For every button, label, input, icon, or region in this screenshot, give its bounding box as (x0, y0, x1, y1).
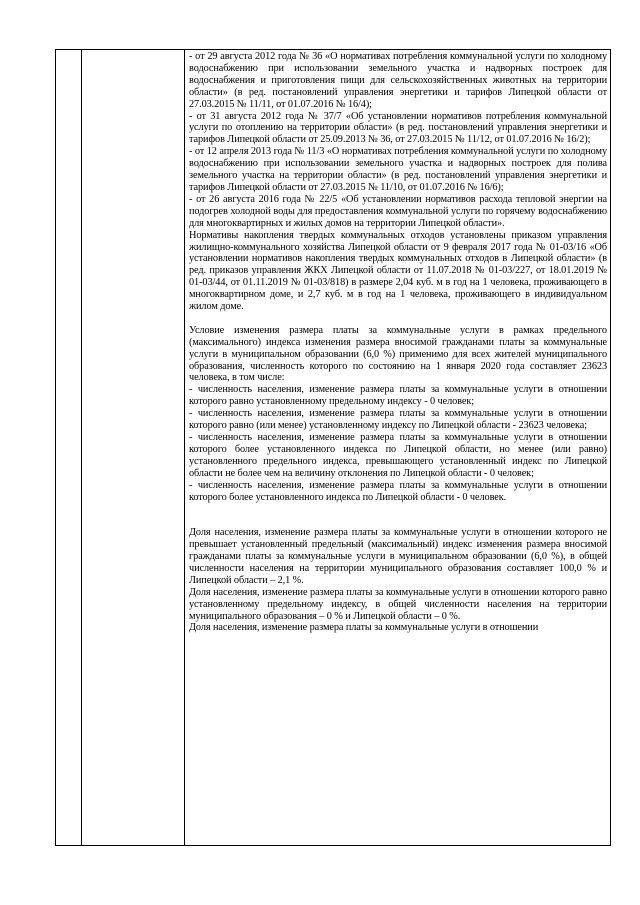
table-column-content (185, 50, 610, 845)
paragraph: - от 29 августа 2012 года № 36 «О нормативах потребления коммунальной услуги по холодному водоснабжению при использовании земельного участка и надворных построек для водоснабжения и приготовления пищи для сельскохозяйственных животных на территории области» (в ред. постановлений управления энергетики и тарифов Липецкой области от 27.03.2015 № 11/11, от 01.07.2016 № 16/4); (189, 51, 607, 110)
paragraph: Нормативы накопления твердых коммунальных отходов установлены приказом управления жилищно-коммунального хозяйства Липецкой области от 9 февраля 2017 года № 01-03/16 «Об установлении нормативов накопления твердых коммунальных отходов в Липецкой области» (в ред. приказов управления ЖКХ Липецкой области от 11.07.2018 № 01-03/227, от 18.01.2019 № 01-03/44, от 01.11.2019 № 01-03/818) в размере 2,04 куб. м в год на 1 человека, проживающего в многоквартирном доме, и 2,7 куб. м в год на 1 человека, проживающего в индивидуальном жилом доме. (189, 229, 607, 313)
paragraph: - численность населения, изменение размера платы за коммунальные услуги в отношении которого более установленного индекса по Липецкой области - 0 человек. (189, 479, 607, 503)
document-table (55, 49, 611, 846)
blank-line (189, 515, 607, 527)
paragraph: - от 12 апреля 2013 года № 11/3 «О нормативах потребления коммунальной услуги по холодному водоснабжению при использовании земельного участка и надворных построек для полива земельного участка на территории области» (в ред. постановлений управления энергетики и тарифов Липецкой области от 27.03.2015 № 11/10, от 01.07.2016 № 16/6); (189, 146, 607, 193)
paragraph: Доля населения, изменение размера платы за коммунальные услуги в отношении (189, 622, 539, 634)
paragraph: Условие изменения размера платы за коммунальные услуги в рамках предельного (максимального) индекса изменения размера вносимой гражданами платы за коммунальные услуги в муниципальном образовании (6,0 %) применимо для всех жителей муниципального образования, численность которого по состоянию на 1 января 2020 года составляет 23623 человека, в том числе: (189, 324, 607, 384)
table-column-number (56, 50, 82, 845)
paragraph: - численность населения, изменение размера платы за коммунальные услуги в отношении которого более установленного индекса по Липецкой области, но менее (или равно) установленного предельного индекса, превышающего установленный индекс по Липецкой области не более чем на величину отклонения по Липецкой области - 0 человек; (189, 431, 607, 479)
blank-line (189, 313, 607, 325)
blank-line (189, 503, 607, 515)
paragraph: - численность населения, изменение размера платы за коммунальные услуги в отношении которого равно (или менее) установленному индексу по Липецкой области - 23623 человека; (189, 408, 607, 432)
paragraph: - от 31 августа 2012 года № 37/7 «Об установлении нормативов потребления коммунальной услуги по отоплению на территории области» (в ред. постановлений управления энергетики и тарифов Липецкой области от 25.09.2013 № 36, от 27.03.2015 № 11/12, от 01.07.2016 № 16/2); (189, 110, 607, 146)
paragraph: - численность населения, изменение размера платы за коммунальные услуги в отношении которого равно установленному предельному индексу - 0 человек; (189, 384, 607, 408)
paragraph: - от 26 августа 2016 года № 22/5 «Об установлении нормативов расхода тепловой энергии на подогрев холодной воды для предоставления коммунальной услуги по горячему водоснабжению для многоквартирных и жилых домов на территории Липецкой области». (189, 193, 607, 229)
paragraph: Доля населения, изменение размера платы за коммунальные услуги в отношении которого равно установленному предельному индексу, в общей численности населения на территории муниципального образования – 0 % и Липецкой области – 0 %. (189, 586, 607, 622)
paragraph: Доля населения, изменение размера платы за коммунальные услуги в отношении которого не превышает установленный предельный (максимальный) индекс изменения размера вносимой гражданами платы за коммунальные услуги в муниципальном образовании (6,0 %), в общей численности населения на территории муниципального образования составляет 100,0 % и Липецкой области – 2,1 %. (189, 527, 607, 586)
table-column-name (82, 50, 185, 845)
